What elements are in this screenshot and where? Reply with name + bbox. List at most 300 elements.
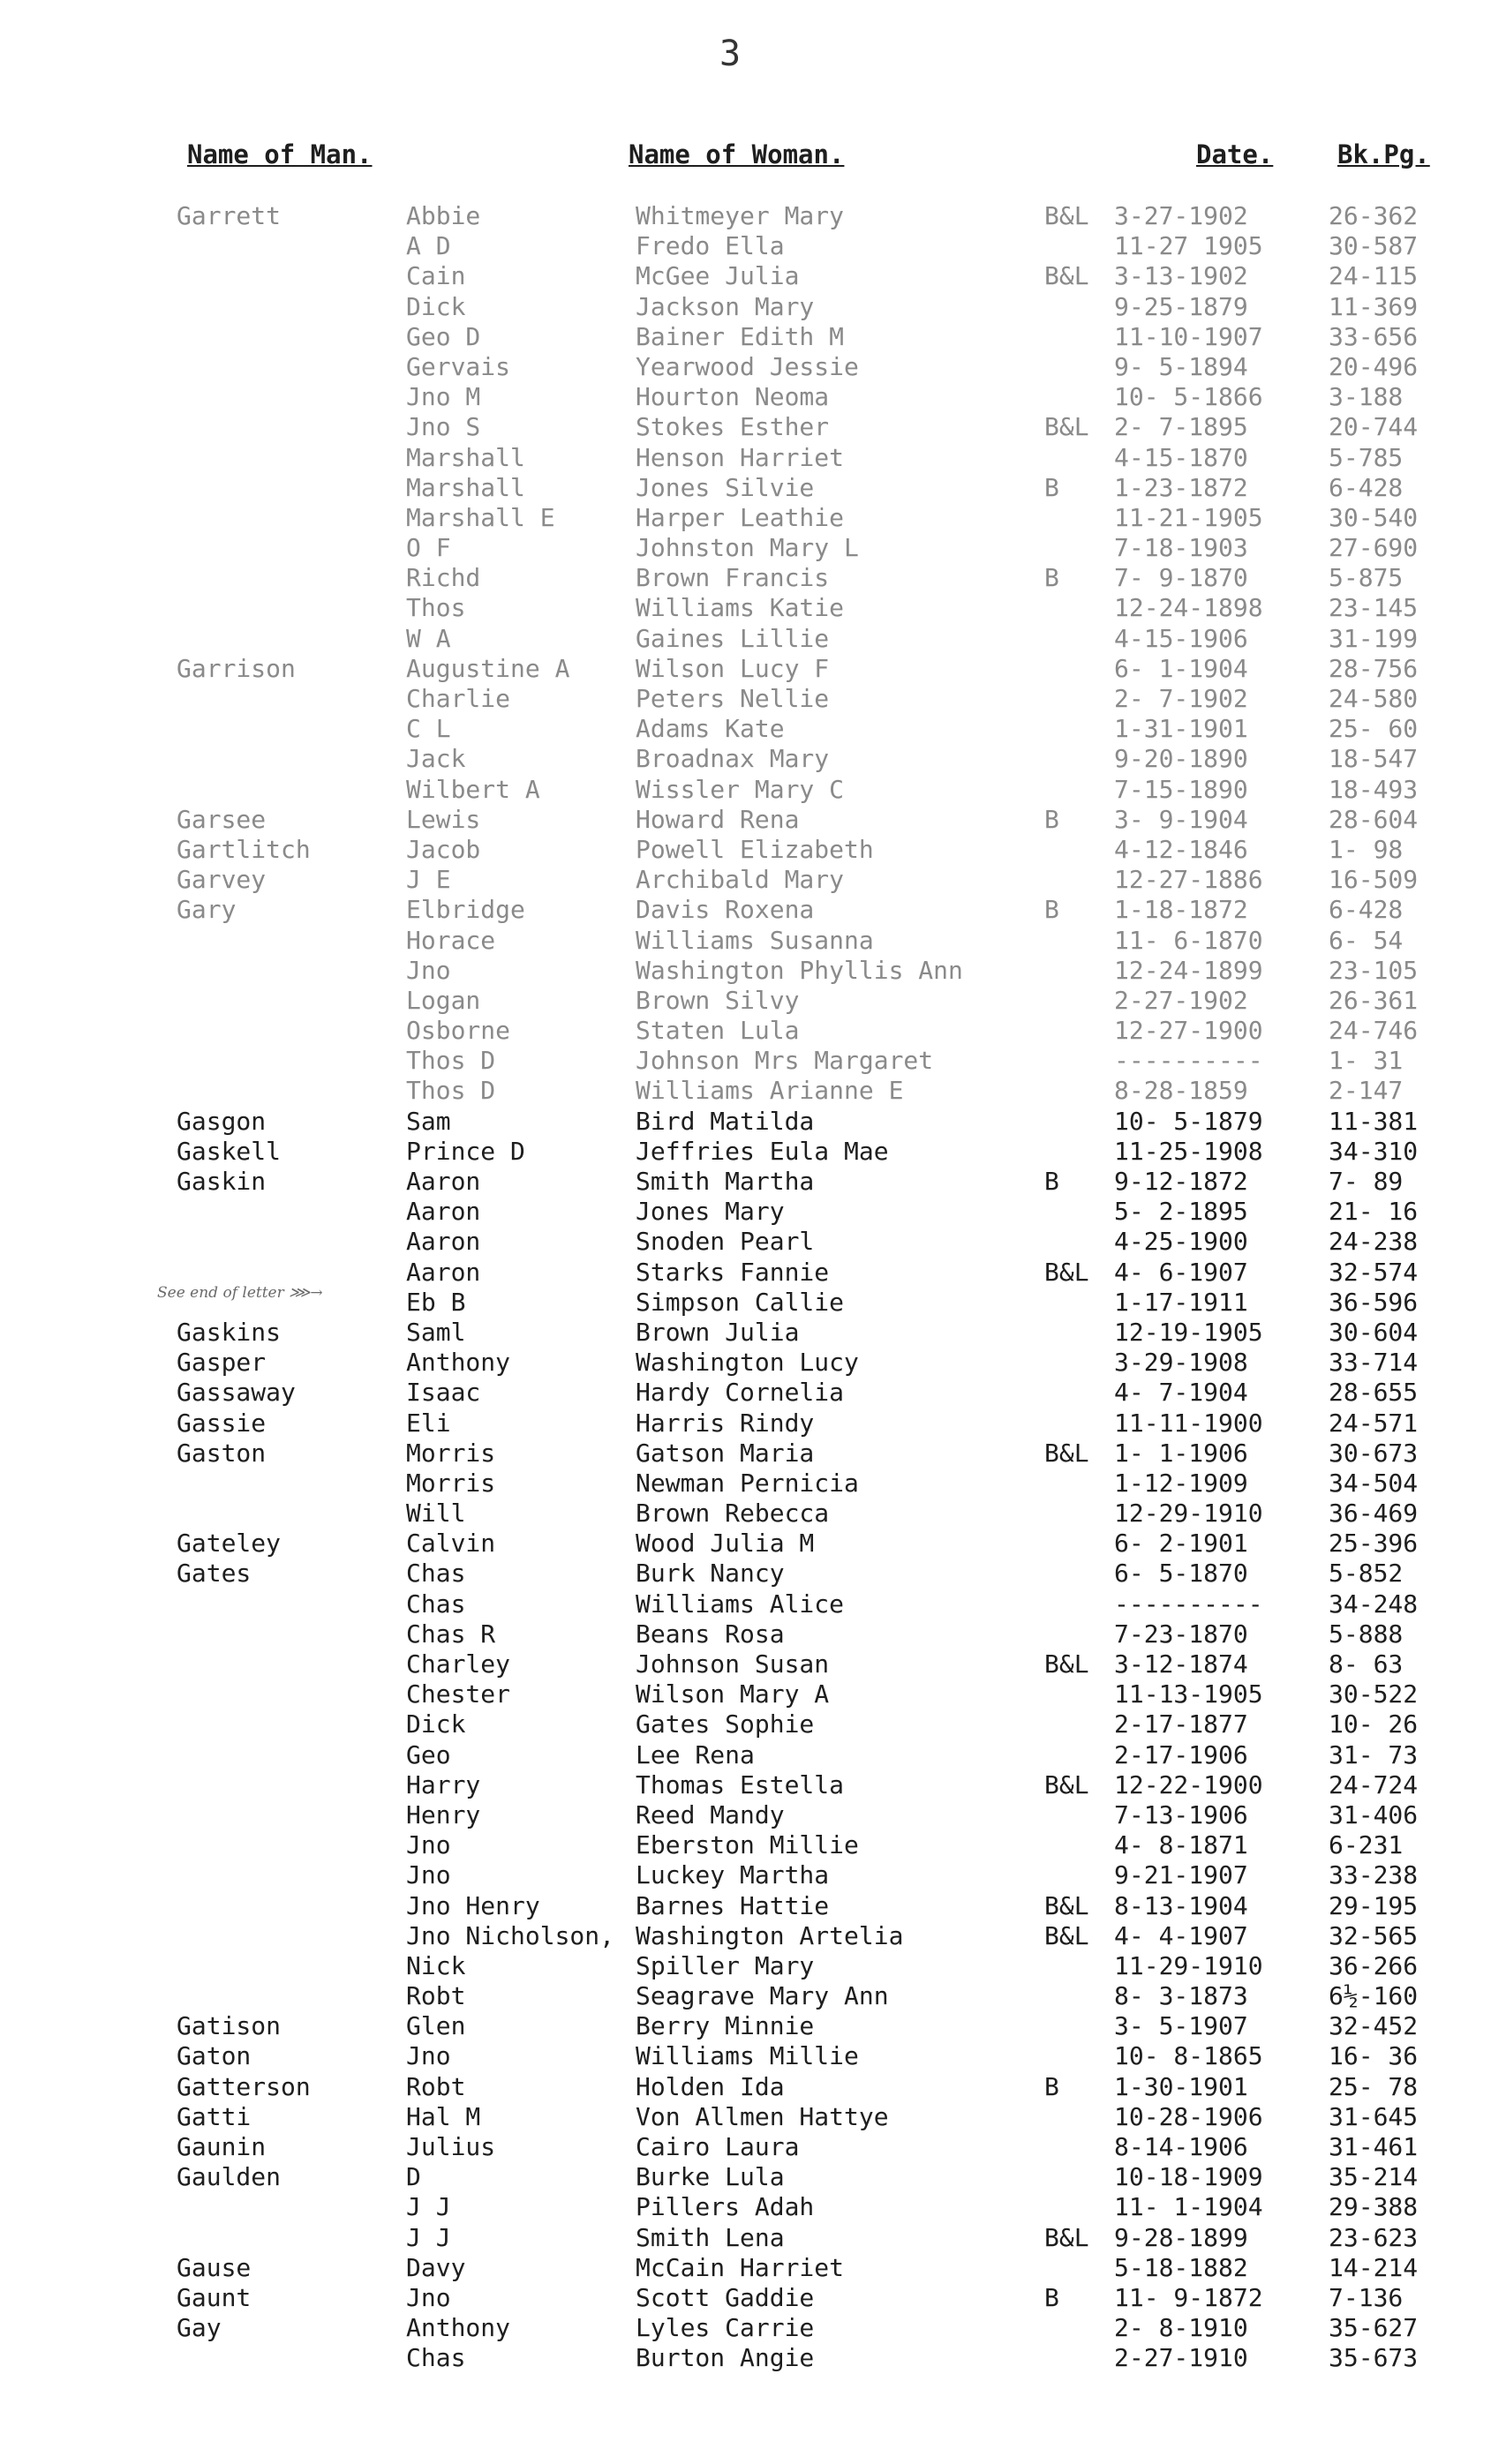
book-page: 5-888 — [1329, 1619, 1404, 1649]
man-surname: Gatison — [177, 2011, 282, 2041]
table-row — [0, 2162, 1506, 2192]
record-code: B&L — [1044, 1769, 1089, 1799]
man-surname: Gaskins — [177, 1317, 282, 1347]
woman-name: Smith Lena — [636, 2222, 785, 2252]
marriage-date: 9-12-1872 — [1114, 1167, 1248, 1196]
marriage-date: 1- 1-1906 — [1114, 1438, 1248, 1468]
man-surname: Gatterson — [177, 2071, 311, 2101]
marriage-date: 10- 8-1865 — [1114, 2041, 1263, 2071]
marriage-records — [0, 201, 1506, 2374]
marriage-date: 12-27-1900 — [1114, 1016, 1263, 1046]
table-row — [0, 2283, 1506, 2313]
marriage-date: 5- 2-1895 — [1114, 1197, 1248, 1227]
woman-name: Snoden Pearl — [636, 1227, 815, 1257]
man-given-name: Jno — [406, 1830, 451, 1860]
marriage-date: 4-12-1846 — [1114, 834, 1248, 864]
woman-name: Wissler Mary C — [636, 774, 845, 804]
marriage-date: 7-13-1906 — [1114, 1799, 1248, 1829]
marriage-date: 11- 9-1872 — [1114, 2282, 1263, 2312]
book-page: 31-406 — [1329, 1799, 1419, 1829]
book-page: 20-744 — [1329, 412, 1419, 442]
book-page: 29-195 — [1329, 1890, 1419, 1920]
book-page: 5-852 — [1329, 1559, 1404, 1589]
man-given-name: Saml — [406, 1317, 466, 1347]
woman-name: Powell Elizabeth — [636, 834, 874, 864]
record-code: B — [1044, 472, 1059, 502]
table-row — [0, 775, 1506, 805]
woman-name: Jeffries Eula Mae — [636, 1136, 889, 1166]
woman-name: McCain Harriet — [636, 2252, 845, 2282]
book-page: 8- 63 — [1329, 1649, 1404, 1679]
record-code: B&L — [1044, 412, 1089, 442]
marriage-date: 9- 5-1894 — [1114, 351, 1248, 381]
book-page: 11-369 — [1329, 291, 1419, 321]
marriage-date: 11-10-1907 — [1114, 321, 1263, 351]
book-page: 28-604 — [1329, 804, 1419, 834]
table-row — [0, 261, 1506, 291]
table-row — [0, 1378, 1506, 1408]
man-given-name: Jack — [406, 744, 466, 774]
man-surname: Gaskell — [177, 1136, 282, 1166]
marriage-date: 7-18-1903 — [1114, 533, 1248, 563]
book-page: 30-522 — [1329, 1679, 1419, 1709]
marriage-date: 2- 7-1902 — [1114, 684, 1248, 713]
book-page: 24-115 — [1329, 261, 1419, 291]
woman-name: Brown Francis — [636, 563, 830, 593]
record-code: B — [1044, 2071, 1059, 2101]
book-page: 29-388 — [1329, 2192, 1419, 2222]
marriage-date: 11-27 1905 — [1114, 231, 1263, 261]
man-surname: Gay — [177, 2313, 222, 2343]
man-given-name: Marshall — [406, 472, 525, 502]
table-row — [0, 1439, 1506, 1469]
table-row — [0, 2343, 1506, 2373]
man-given-name: Chas — [406, 2343, 466, 2373]
woman-name: Washington Artelia — [636, 1920, 904, 1950]
table-row — [0, 1167, 1506, 1197]
header-name-of-woman: Name of Woman. — [629, 139, 845, 169]
woman-name: Brown Rebecca — [636, 1499, 830, 1529]
table-row — [0, 1016, 1506, 1046]
book-page: 30-587 — [1329, 231, 1419, 261]
woman-name: Fredo Ella — [636, 231, 785, 261]
book-page: 32-452 — [1329, 2011, 1419, 2041]
man-given-name: Logan — [406, 985, 481, 1015]
man-given-name: Chas — [406, 1559, 466, 1589]
woman-name: Cairo Laura — [636, 2132, 800, 2161]
table-row — [0, 1770, 1506, 1800]
book-page: 24-238 — [1329, 1227, 1419, 1257]
man-given-name: Sam — [406, 1106, 451, 1136]
table-row — [0, 593, 1506, 623]
woman-name: Williams Alice — [636, 1589, 845, 1619]
man-given-name: Cain — [406, 261, 466, 291]
woman-name: Williams Millie — [636, 2041, 859, 2071]
table-row — [0, 443, 1506, 473]
man-given-name: Jno — [406, 2041, 451, 2071]
table-row — [0, 1830, 1506, 1860]
man-given-name: Horace — [406, 925, 496, 955]
book-page: 31-461 — [1329, 2132, 1419, 2161]
woman-name: Johnson Mrs Margaret — [636, 1046, 934, 1076]
book-page: 35-627 — [1329, 2313, 1419, 2343]
table-row — [0, 322, 1506, 352]
marriage-date: 6- 1-1904 — [1114, 653, 1248, 683]
table-row — [0, 2102, 1506, 2132]
book-page: 5-785 — [1329, 442, 1404, 472]
man-surname: Gause — [177, 2252, 252, 2282]
record-code: B — [1044, 563, 1059, 593]
man-given-name: Nick — [406, 1950, 466, 1980]
woman-name: Howard Rena — [636, 804, 800, 834]
book-page: 30-673 — [1329, 1438, 1419, 1468]
book-page: 10- 26 — [1329, 1709, 1419, 1739]
book-page: 6- 54 — [1329, 925, 1404, 955]
man-given-name: Osborne — [406, 1016, 511, 1046]
woman-name: Washington Lucy — [636, 1348, 859, 1378]
marriage-date: 11-29-1910 — [1114, 1950, 1263, 1980]
man-surname: Gateley — [177, 1529, 282, 1559]
table-row — [0, 2313, 1506, 2343]
book-page: 31- 73 — [1329, 1739, 1419, 1769]
man-given-name: Jacob — [406, 834, 481, 864]
book-page: 21- 16 — [1329, 1197, 1419, 1227]
woman-name: Burk Nancy — [636, 1559, 785, 1589]
marriage-date: 1-12-1909 — [1114, 1468, 1248, 1498]
table-row — [0, 1589, 1506, 1619]
man-given-name: Isaac — [406, 1378, 481, 1408]
book-page: 36-266 — [1329, 1950, 1419, 1980]
man-given-name: Will — [406, 1499, 466, 1529]
man-surname: Gaulden — [177, 2162, 282, 2192]
marriage-date: 11-21-1905 — [1114, 502, 1263, 532]
book-page: 28-655 — [1329, 1378, 1419, 1408]
man-surname: Gaston — [177, 1438, 267, 1468]
man-given-name: Thos D — [406, 1076, 496, 1106]
table-row — [0, 1288, 1506, 1318]
man-given-name: Jno — [406, 955, 451, 985]
woman-name: McGee Julia — [636, 261, 800, 291]
man-surname: Garvey — [177, 865, 267, 895]
record-code: B&L — [1044, 1649, 1089, 1679]
woman-name: Beans Rosa — [636, 1619, 785, 1649]
table-row — [0, 2011, 1506, 2041]
woman-name: Smith Martha — [636, 1167, 815, 1196]
man-given-name: Julius — [406, 2132, 496, 2161]
woman-name: Archibald Mary — [636, 865, 845, 895]
table-row — [0, 1227, 1506, 1257]
man-given-name: Augustine A — [406, 653, 570, 683]
marriage-date: 11- 1-1904 — [1114, 2192, 1263, 2222]
woman-name: Luckey Martha — [636, 1860, 830, 1890]
table-row — [0, 1076, 1506, 1106]
book-page: 6½-160 — [1329, 1981, 1419, 2011]
man-surname: Gaskin — [177, 1167, 267, 1196]
table-row — [0, 684, 1506, 714]
table-row — [0, 231, 1506, 261]
marriage-date: 8-13-1904 — [1114, 1890, 1248, 1920]
marriage-date: 6- 5-1870 — [1114, 1559, 1248, 1589]
man-given-name: Charley — [406, 1649, 511, 1679]
book-page: 34-504 — [1329, 1468, 1419, 1498]
man-given-name: Eb B — [406, 1287, 466, 1317]
book-page: 30-604 — [1329, 1317, 1419, 1347]
table-row — [0, 201, 1506, 231]
woman-name: Gatson Maria — [636, 1438, 815, 1468]
marriage-date: 1-17-1911 — [1114, 1287, 1248, 1317]
marriage-date: 7-15-1890 — [1114, 774, 1248, 804]
table-row — [0, 382, 1506, 412]
woman-name: Wilson Mary A — [636, 1679, 830, 1709]
man-surname: Gaton — [177, 2041, 252, 2071]
marriage-date: 2- 7-1895 — [1114, 412, 1248, 442]
woman-name: Newman Pernicia — [636, 1468, 859, 1498]
woman-name: Gaines Lillie — [636, 623, 830, 653]
woman-name: Bainer Edith M — [636, 321, 845, 351]
woman-name: Stokes Esther — [636, 412, 830, 442]
marriage-date: 2-27-1902 — [1114, 985, 1248, 1015]
record-code: B&L — [1044, 2222, 1089, 2252]
marriage-date: 1-31-1901 — [1114, 714, 1248, 744]
book-page: 18-547 — [1329, 744, 1419, 774]
man-surname: Gary — [177, 895, 237, 925]
table-row — [0, 533, 1506, 563]
woman-name: Williams Arianne E — [636, 1076, 904, 1106]
man-given-name: Chester — [406, 1679, 511, 1709]
marriage-date: 12-27-1886 — [1114, 865, 1263, 895]
table-row — [0, 926, 1506, 956]
man-surname: Garrett — [177, 201, 282, 230]
book-page: 32-565 — [1329, 1920, 1419, 1950]
woman-name: Berry Minnie — [636, 2011, 815, 2041]
woman-name: Lee Rena — [636, 1739, 755, 1769]
woman-name: Staten Lula — [636, 1016, 800, 1046]
book-page: 25- 78 — [1329, 2071, 1419, 2101]
man-given-name: Robt — [406, 1981, 466, 2011]
table-row — [0, 1981, 1506, 2011]
man-surname: Garsee — [177, 804, 267, 834]
man-given-name: Glen — [406, 2011, 466, 2041]
marriage-date: ---------- — [1114, 1046, 1263, 1076]
marriage-date: 9-28-1899 — [1114, 2222, 1248, 2252]
table-row — [0, 865, 1506, 895]
marriage-date: 11- 6-1870 — [1114, 925, 1263, 955]
table-row — [0, 1679, 1506, 1709]
man-given-name: Marshall E — [406, 502, 555, 532]
woman-name: Simpson Callie — [636, 1287, 845, 1317]
man-given-name: Jno M — [406, 382, 481, 412]
man-surname: Gassaway — [177, 1378, 296, 1408]
book-page: 24-580 — [1329, 684, 1419, 713]
man-given-name: Charlie — [406, 684, 511, 713]
man-given-name: Jno Nicholson, — [406, 1920, 615, 1950]
man-given-name: Dick — [406, 1709, 466, 1739]
book-page: 34-248 — [1329, 1589, 1419, 1619]
table-row — [0, 2132, 1506, 2162]
woman-name: Peters Nellie — [636, 684, 830, 713]
woman-name: Bird Matilda — [636, 1106, 815, 1136]
woman-name: Von Allmen Hattye — [636, 2101, 889, 2131]
marriage-date: 12-24-1899 — [1114, 955, 1263, 985]
marriage-date: 10-18-1909 — [1114, 2162, 1263, 2192]
man-given-name: Chas — [406, 1589, 466, 1619]
marriage-date: 3- 5-1907 — [1114, 2011, 1248, 2041]
man-given-name: J J — [406, 2192, 451, 2222]
record-code: B&L — [1044, 1920, 1089, 1950]
table-row — [0, 412, 1506, 442]
woman-name: Lyles Carrie — [636, 2313, 815, 2343]
man-given-name: Aaron — [406, 1167, 481, 1196]
marriage-date: 12-24-1898 — [1114, 593, 1263, 623]
book-page: 16-509 — [1329, 865, 1419, 895]
marriage-date: 6- 2-1901 — [1114, 1529, 1248, 1559]
table-row — [0, 1951, 1506, 1981]
table-row — [0, 1499, 1506, 1529]
book-page: 6-428 — [1329, 472, 1404, 502]
marriage-date: 1-30-1901 — [1114, 2071, 1248, 2101]
woman-name: Broadnax Mary — [636, 744, 830, 774]
book-page: 16- 36 — [1329, 2041, 1419, 2071]
record-code: B — [1044, 2282, 1059, 2312]
marriage-date: 8-14-1906 — [1114, 2132, 1248, 2161]
man-given-name: Anthony — [406, 2313, 511, 2343]
table-row — [0, 473, 1506, 503]
man-given-name: Richd — [406, 563, 481, 593]
woman-name: Eberston Millie — [636, 1830, 859, 1860]
man-surname: Gaunt — [177, 2282, 252, 2312]
marriage-date: 2-17-1877 — [1114, 1709, 1248, 1739]
man-given-name: A D — [406, 231, 451, 261]
woman-name: Jones Silvie — [636, 472, 815, 502]
man-given-name: Lewis — [406, 804, 481, 834]
woman-name: Jackson Mary — [636, 291, 815, 321]
book-page: 11-381 — [1329, 1106, 1419, 1136]
book-page: 7-136 — [1329, 2282, 1404, 2312]
woman-name: Scott Gaddie — [636, 2282, 815, 2312]
man-given-name: J J — [406, 2222, 451, 2252]
woman-name: Williams Katie — [636, 593, 845, 623]
marriage-date: 3-27-1902 — [1114, 201, 1248, 230]
man-given-name: J E — [406, 865, 451, 895]
table-row — [0, 895, 1506, 925]
woman-name: Starks Fannie — [636, 1257, 830, 1287]
man-surname: Gassie — [177, 1408, 267, 1438]
woman-name: Harris Rindy — [636, 1408, 815, 1438]
header-book-page: Bk.Pg. — [1337, 139, 1430, 169]
woman-name: Wood Julia M — [636, 1529, 815, 1559]
book-page: 24-571 — [1329, 1408, 1419, 1438]
woman-name: Reed Mandy — [636, 1799, 785, 1829]
man-given-name: Anthony — [406, 1348, 511, 1378]
man-given-name: Jno — [406, 2282, 451, 2312]
man-given-name: Henry — [406, 1799, 481, 1829]
book-page: 18-493 — [1329, 774, 1419, 804]
table-row — [0, 1469, 1506, 1499]
book-page: 36-469 — [1329, 1499, 1419, 1529]
table-row — [0, 2192, 1506, 2222]
marriage-date: 2-27-1910 — [1114, 2343, 1248, 2373]
table-row — [0, 2223, 1506, 2253]
woman-name: Washington Phyllis Ann — [636, 955, 963, 985]
table-row — [0, 1409, 1506, 1439]
man-given-name: Jno Henry — [406, 1890, 540, 1920]
man-surname: Gartlitch — [177, 834, 311, 864]
marriage-date: 4- 6-1907 — [1114, 1257, 1248, 1287]
marriage-date: 8- 3-1873 — [1114, 1981, 1248, 2011]
record-code: B&L — [1044, 1257, 1089, 1287]
man-given-name: W A — [406, 623, 451, 653]
woman-name: Harper Leathie — [636, 502, 845, 532]
book-page: 23-623 — [1329, 2222, 1419, 2252]
woman-name: Seagrave Mary Ann — [636, 1981, 889, 2011]
woman-name: Yearwood Jessie — [636, 351, 859, 381]
man-given-name: Abbie — [406, 201, 481, 230]
book-page: 20-496 — [1329, 351, 1419, 381]
book-page: 25-396 — [1329, 1529, 1419, 1559]
marriage-date: 10-28-1906 — [1114, 2101, 1263, 2131]
page-number: 3 — [719, 34, 742, 74]
man-given-name: Aaron — [406, 1257, 481, 1287]
man-surname: Gasper — [177, 1348, 267, 1378]
man-given-name: Chas R — [406, 1619, 496, 1649]
table-row — [0, 352, 1506, 382]
woman-name: Brown Silvy — [636, 985, 800, 1015]
book-page: 23-105 — [1329, 955, 1419, 985]
woman-name: Johnson Susan — [636, 1649, 830, 1679]
man-given-name: Dick — [406, 291, 466, 321]
book-page: 28-756 — [1329, 653, 1419, 683]
table-row — [0, 714, 1506, 744]
table-row — [0, 1559, 1506, 1589]
man-given-name: Davy — [406, 2252, 466, 2282]
table-row — [0, 1348, 1506, 1378]
table-row — [0, 1529, 1506, 1559]
book-page: 30-540 — [1329, 502, 1419, 532]
book-page: 35-673 — [1329, 2343, 1419, 2373]
woman-name: Spiller Mary — [636, 1950, 815, 1980]
woman-name: Brown Julia — [636, 1317, 800, 1347]
marriage-date: 1-23-1872 — [1114, 472, 1248, 502]
man-given-name: D — [406, 2162, 421, 2192]
book-page: 31-645 — [1329, 2101, 1419, 2131]
table-row — [0, 1649, 1506, 1679]
book-page: 33-238 — [1329, 1860, 1419, 1890]
man-given-name: Jno S — [406, 412, 481, 442]
woman-name: Pillers Adah — [636, 2192, 815, 2222]
table-row — [0, 503, 1506, 533]
man-given-name: O F — [406, 533, 451, 563]
record-code: B&L — [1044, 261, 1089, 291]
woman-name: Gates Sophie — [636, 1709, 815, 1739]
marriage-date: 2- 8-1910 — [1114, 2313, 1248, 2343]
woman-name: Whitmeyer Mary — [636, 201, 845, 230]
table-row — [0, 1318, 1506, 1348]
book-page: 14-214 — [1329, 2252, 1419, 2282]
man-given-name: Wilbert A — [406, 774, 540, 804]
marriage-date: 4- 8-1871 — [1114, 1830, 1248, 1860]
marriage-date: 4-15-1906 — [1114, 623, 1248, 653]
marriage-date: 4-15-1870 — [1114, 442, 1248, 472]
man-surname: Gasgon — [177, 1106, 267, 1136]
marriage-date: 2-17-1906 — [1114, 1739, 1248, 1769]
table-row — [0, 292, 1506, 322]
marriage-date: 7- 9-1870 — [1114, 563, 1248, 593]
book-page: 2-147 — [1329, 1076, 1404, 1106]
record-code: B&L — [1044, 201, 1089, 230]
woman-name: Hourton Neoma — [636, 382, 830, 412]
book-page: 36-596 — [1329, 1287, 1419, 1317]
woman-name: Thomas Estella — [636, 1769, 845, 1799]
